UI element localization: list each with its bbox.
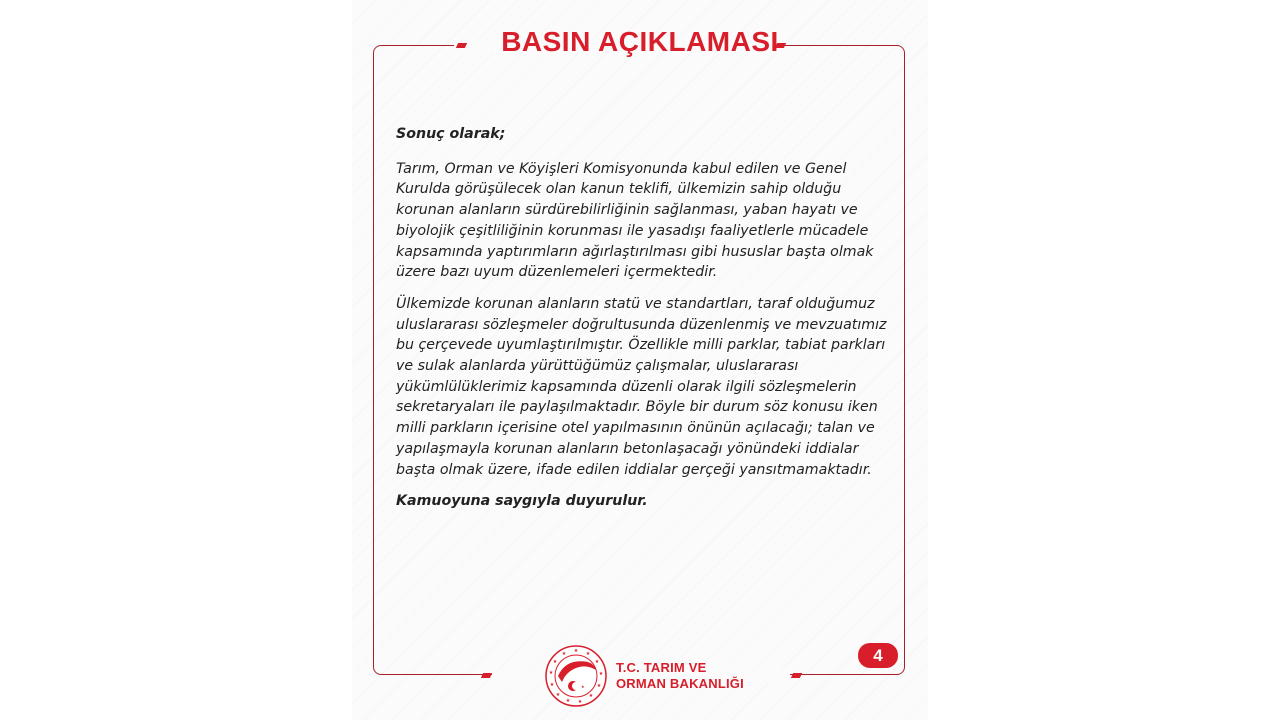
section-heading: Sonuç olarak;: [396, 126, 506, 142]
svg-text:★: ★: [565, 698, 571, 704]
page-title: BASIN AÇIKLAMASI: [501, 26, 779, 57]
ministry-name-line-2: ORMAN BAKANLIĞI: [616, 676, 744, 691]
svg-text:★: ★: [585, 651, 591, 657]
svg-text:★: ★: [573, 648, 579, 654]
frame-accent-bottom-right: [791, 673, 802, 678]
paragraph-2: Ülkemizde korunan alanların statü ve standartları, taraf olduğumuz uluslararası sözleşmeler doğrultusunda düzenlenmiş ve mevzuatımız bu çerçevede uyumlaştırılmıştır. Özellikle milli parklar, tabiat parkları ve sulak alanlarda yürüttüğümüz çalışmalar, uluslararası yükümlülüklerimiz kapsamında düzenli olarak ilgili sözleşmelerin sekretaryaları ile paylaşılmaktadır. Böyle bir durum söz konusu iken milli parkların içerisine otel yapılmasının önünün açılacağı; talan ve yapılaşmayla korunan alanların betonlaşacağı yönündeki iddialar başta olmak üzere, ifade edilen iddialar gerçeği yansıtmamaktadır.: [396, 295, 887, 478]
svg-text:★: ★: [548, 670, 554, 676]
closing-line: Kamuoyuna saygıyla duyurulur.: [396, 493, 648, 510]
svg-text:★: ★: [552, 659, 558, 665]
svg-text:★: ★: [577, 699, 583, 705]
svg-text:★: ★: [581, 684, 585, 689]
svg-text:★: ★: [555, 692, 561, 698]
ministry-emblem-icon: [544, 644, 608, 708]
paragraph-1: Tarım, Orman ve Köyişleri Komisyonunda kabul edilen ve Genel Kurulda görüşülecek olan kanun teklifi, ülkemizin sahip olduğu korunan alanların sürdürebilirliğinin sağlanması, yaban hayatı ve biyolojik çeşitliliğinin korunması ile yasadışı faaliyetlerle mücadele kapsamında yaptırımların ağırlaştırılması gibi hususlar başta olmak üzere bazı uyum düzenlemeleri içermektedir.: [396, 160, 874, 281]
svg-text:★: ★: [594, 659, 600, 665]
ministry-name-line-1: T.C. TARIM VE: [616, 660, 707, 675]
ministry-name: [616, 660, 744, 692]
svg-text:★: ★: [598, 671, 604, 677]
svg-text:★: ★: [588, 693, 594, 699]
svg-text:★: ★: [561, 651, 567, 657]
frame-accent-bottom-left: [481, 673, 492, 678]
svg-text:★: ★: [549, 682, 555, 688]
document-body: [396, 124, 891, 523]
page-number-badge: 4: [858, 643, 898, 668]
press-release-page: [352, 0, 928, 720]
svg-text:★: ★: [596, 683, 602, 689]
